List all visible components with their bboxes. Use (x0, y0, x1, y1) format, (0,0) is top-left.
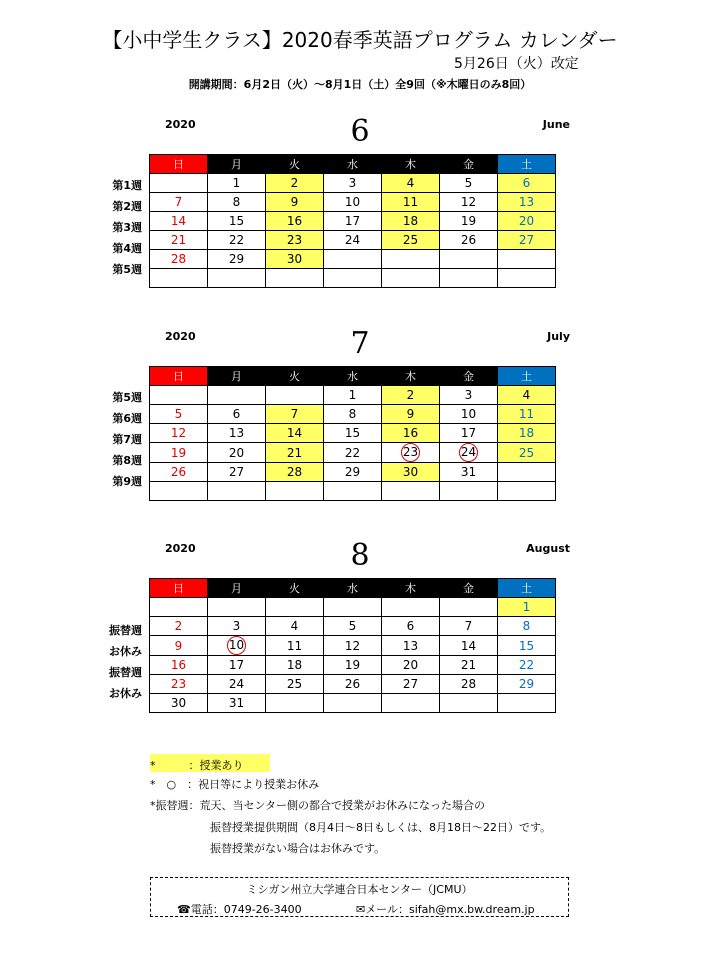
day-cell: 2 (266, 174, 324, 193)
calendar-august (0, 538, 720, 742)
day-cell: 18 (266, 656, 324, 675)
day-cell (498, 482, 556, 501)
organization-name: ミシガン州立大学連合日本センター（JCMU） (246, 883, 473, 896)
day-cell: 18 (498, 424, 556, 443)
day-cell: 9 (150, 636, 208, 656)
day-cell (382, 250, 440, 269)
week-row (150, 482, 556, 501)
row-label: 第2週 (112, 200, 142, 213)
day-cell (498, 269, 556, 288)
day-cell: 4 (266, 617, 324, 636)
row-label (96, 599, 146, 620)
week-row (150, 386, 556, 405)
day-cell: 31 (208, 694, 266, 713)
day-cell: 27 (498, 231, 556, 250)
day-cell (382, 694, 440, 713)
week-row (150, 269, 556, 288)
row-label: 第1週 (112, 179, 142, 192)
day-cell: 16 (266, 212, 324, 231)
day-cell (266, 694, 324, 713)
row-label: 第9週 (112, 475, 142, 488)
holiday-circle: 24 (459, 443, 478, 462)
day-cell: 26 (150, 463, 208, 482)
day-cell: 21 (266, 443, 324, 463)
legend-text: * ：授業あり (150, 759, 244, 772)
day-cell (324, 598, 382, 617)
weekday: 月 (208, 155, 266, 174)
day-cell (266, 386, 324, 405)
legend-class-day (150, 754, 270, 772)
holiday-cell (382, 443, 440, 463)
weekday: 木 (382, 367, 440, 386)
day-cell (324, 250, 382, 269)
day-cell (440, 250, 498, 269)
day-cell: 29 (498, 675, 556, 694)
legend-substitute: *振替週：荒天、当センター側の都合で授業がお休みになった場合の (150, 799, 486, 812)
day-cell: 5 (440, 174, 498, 193)
revised-date: 5月26日（火）改定 (454, 56, 579, 72)
week-row (150, 443, 556, 463)
course-period: 開講期間：6月2日（火）～8月1日（土）全9回（※木曜日のみ8回） (188, 78, 532, 91)
day-cell: 19 (440, 212, 498, 231)
day-cell: 5 (324, 617, 382, 636)
day-cell: 8 (208, 193, 266, 212)
day-cell: 8 (324, 405, 382, 424)
day-cell: 13 (382, 636, 440, 656)
day-cell (324, 694, 382, 713)
week-row (150, 463, 556, 482)
day-cell: 29 (324, 463, 382, 482)
calendar-grid (149, 366, 556, 501)
row-label: 第4週 (112, 242, 142, 255)
calendar-grid (149, 578, 556, 713)
day-cell (266, 482, 324, 501)
day-cell: 25 (382, 231, 440, 250)
week-row (150, 231, 556, 250)
email-address: ✉メール：sifah@mx.bw.dream.jp (356, 903, 535, 916)
weekday: 金 (440, 155, 498, 174)
year-label: 2020 (165, 118, 196, 131)
day-cell (150, 174, 208, 193)
day-cell: 15 (324, 424, 382, 443)
day-cell: 28 (440, 675, 498, 694)
month-name: June (542, 118, 570, 131)
day-cell (440, 598, 498, 617)
day-cell: 26 (324, 675, 382, 694)
day-cell: 5 (150, 405, 208, 424)
weekday: 火 (266, 579, 324, 598)
day-cell: 1 (498, 598, 556, 617)
week-row (150, 636, 556, 656)
day-cell: 1 (208, 174, 266, 193)
holiday-cell (208, 636, 266, 656)
weekday: 火 (266, 367, 324, 386)
day-cell (150, 269, 208, 288)
day-cell: 11 (266, 636, 324, 656)
weekday: 土 (498, 367, 556, 386)
day-cell: 18 (382, 212, 440, 231)
day-cell: 28 (150, 250, 208, 269)
weekday-header (150, 155, 556, 174)
day-cell: 27 (382, 675, 440, 694)
day-cell: 24 (324, 231, 382, 250)
phone-number: ☎電話：0749-26-3400 (177, 903, 302, 916)
day-cell: 4 (498, 386, 556, 405)
day-cell (440, 694, 498, 713)
day-cell (440, 482, 498, 501)
day-cell (440, 269, 498, 288)
day-cell: 6 (382, 617, 440, 636)
weekday: 月 (208, 367, 266, 386)
day-cell: 17 (440, 424, 498, 443)
week-row (150, 675, 556, 694)
day-cell (382, 598, 440, 617)
day-cell (324, 269, 382, 288)
month-number: 6 (350, 114, 370, 149)
week-row (150, 656, 556, 675)
day-cell: 15 (498, 636, 556, 656)
week-row (150, 424, 556, 443)
day-cell (208, 598, 266, 617)
day-cell: 10 (324, 193, 382, 212)
day-cell (498, 250, 556, 269)
row-labels (96, 599, 146, 704)
day-cell: 11 (498, 405, 556, 424)
day-cell: 14 (440, 636, 498, 656)
day-cell: 24 (208, 675, 266, 694)
calendar-july (0, 326, 720, 530)
weekday: 水 (324, 579, 382, 598)
day-cell: 31 (440, 463, 498, 482)
holiday-cell (440, 443, 498, 463)
day-cell (498, 463, 556, 482)
weekday: 水 (324, 367, 382, 386)
day-cell: 20 (208, 443, 266, 463)
row-label: 第5週 (112, 391, 142, 404)
weekday: 日 (150, 579, 208, 598)
legend-holiday: * ○ ：祝日等により授業お休み (150, 778, 320, 791)
day-cell: 3 (208, 617, 266, 636)
week-row (150, 174, 556, 193)
row-label: 第6週 (112, 412, 142, 425)
day-cell (382, 269, 440, 288)
calendar-june (0, 114, 720, 318)
month-name: July (547, 330, 570, 343)
day-cell: 13 (208, 424, 266, 443)
day-cell: 12 (150, 424, 208, 443)
day-cell: 14 (150, 212, 208, 231)
day-cell (150, 386, 208, 405)
day-cell: 30 (150, 694, 208, 713)
row-labels (96, 387, 146, 492)
week-row (150, 405, 556, 424)
day-cell (266, 269, 324, 288)
day-cell (324, 482, 382, 501)
row-label: 振替週 (109, 624, 142, 637)
weekday: 水 (324, 155, 382, 174)
row-label: お休み (109, 687, 142, 700)
day-cell (150, 482, 208, 501)
day-cell: 30 (382, 463, 440, 482)
day-cell: 19 (324, 656, 382, 675)
row-labels (96, 175, 146, 280)
contact-box (150, 877, 569, 917)
day-cell: 6 (208, 405, 266, 424)
weekday: 木 (382, 155, 440, 174)
row-label: 第3週 (112, 221, 142, 234)
day-cell: 2 (382, 386, 440, 405)
day-cell (150, 598, 208, 617)
week-row (150, 617, 556, 636)
day-cell: 10 (440, 405, 498, 424)
day-cell: 26 (440, 231, 498, 250)
day-cell: 21 (440, 656, 498, 675)
day-cell: 3 (324, 174, 382, 193)
day-cell: 25 (498, 443, 556, 463)
day-cell: 2 (150, 617, 208, 636)
year-label: 2020 (165, 330, 196, 343)
day-cell (208, 269, 266, 288)
day-cell: 7 (266, 405, 324, 424)
row-label: お休み (109, 645, 142, 658)
day-cell: 22 (498, 656, 556, 675)
day-cell: 9 (266, 193, 324, 212)
year-label: 2020 (165, 542, 196, 555)
day-cell: 21 (150, 231, 208, 250)
day-cell: 11 (382, 193, 440, 212)
weekday-header (150, 579, 556, 598)
day-cell: 7 (150, 193, 208, 212)
day-cell: 6 (498, 174, 556, 193)
day-cell: 25 (266, 675, 324, 694)
weekday-header (150, 367, 556, 386)
weekday: 金 (440, 367, 498, 386)
day-cell: 3 (440, 386, 498, 405)
day-cell: 19 (150, 443, 208, 463)
weekday: 金 (440, 579, 498, 598)
weekday: 月 (208, 579, 266, 598)
day-cell: 23 (266, 231, 324, 250)
holiday-circle: 10 (227, 636, 246, 655)
day-cell: 22 (324, 443, 382, 463)
day-cell: 7 (440, 617, 498, 636)
day-cell (498, 694, 556, 713)
row-label: 第5週 (112, 263, 142, 276)
calendar-grid (149, 154, 556, 288)
weekday: 土 (498, 579, 556, 598)
week-row (150, 598, 556, 617)
month-number: 7 (350, 326, 370, 361)
day-cell (208, 482, 266, 501)
day-cell (208, 386, 266, 405)
legend-substitute-period: 振替授業提供期間（8月4日～8日もしくは、8月18日～22日）です。 (210, 821, 552, 834)
day-cell: 16 (382, 424, 440, 443)
day-cell: 17 (324, 212, 382, 231)
month-name: August (526, 542, 570, 555)
day-cell: 12 (324, 636, 382, 656)
row-label: 第7週 (112, 433, 142, 446)
page-title: 【小中学生クラス】2020春季英語プログラム カレンダー (102, 28, 618, 52)
day-cell: 12 (440, 193, 498, 212)
day-cell (266, 598, 324, 617)
weekday: 土 (498, 155, 556, 174)
day-cell: 29 (208, 250, 266, 269)
row-label: 振替週 (109, 666, 142, 679)
legend-substitute-note: 振替授業がない場合はお休みです。 (210, 842, 386, 855)
weekday: 日 (150, 367, 208, 386)
day-cell: 27 (208, 463, 266, 482)
weekday: 日 (150, 155, 208, 174)
day-cell: 17 (208, 656, 266, 675)
weekday: 火 (266, 155, 324, 174)
day-cell: 30 (266, 250, 324, 269)
day-cell (382, 482, 440, 501)
day-cell: 22 (208, 231, 266, 250)
week-row (150, 212, 556, 231)
day-cell: 1 (324, 386, 382, 405)
week-row (150, 694, 556, 713)
day-cell: 28 (266, 463, 324, 482)
weekday: 木 (382, 579, 440, 598)
day-cell: 14 (266, 424, 324, 443)
day-cell: 20 (498, 212, 556, 231)
day-cell: 4 (382, 174, 440, 193)
day-cell: 20 (382, 656, 440, 675)
week-row (150, 193, 556, 212)
day-cell: 9 (382, 405, 440, 424)
day-cell: 8 (498, 617, 556, 636)
day-cell: 13 (498, 193, 556, 212)
month-number: 8 (350, 538, 370, 573)
row-label: 第8週 (112, 454, 142, 467)
holiday-circle: 23 (401, 443, 420, 462)
day-cell: 23 (150, 675, 208, 694)
day-cell: 15 (208, 212, 266, 231)
week-row (150, 250, 556, 269)
day-cell: 16 (150, 656, 208, 675)
